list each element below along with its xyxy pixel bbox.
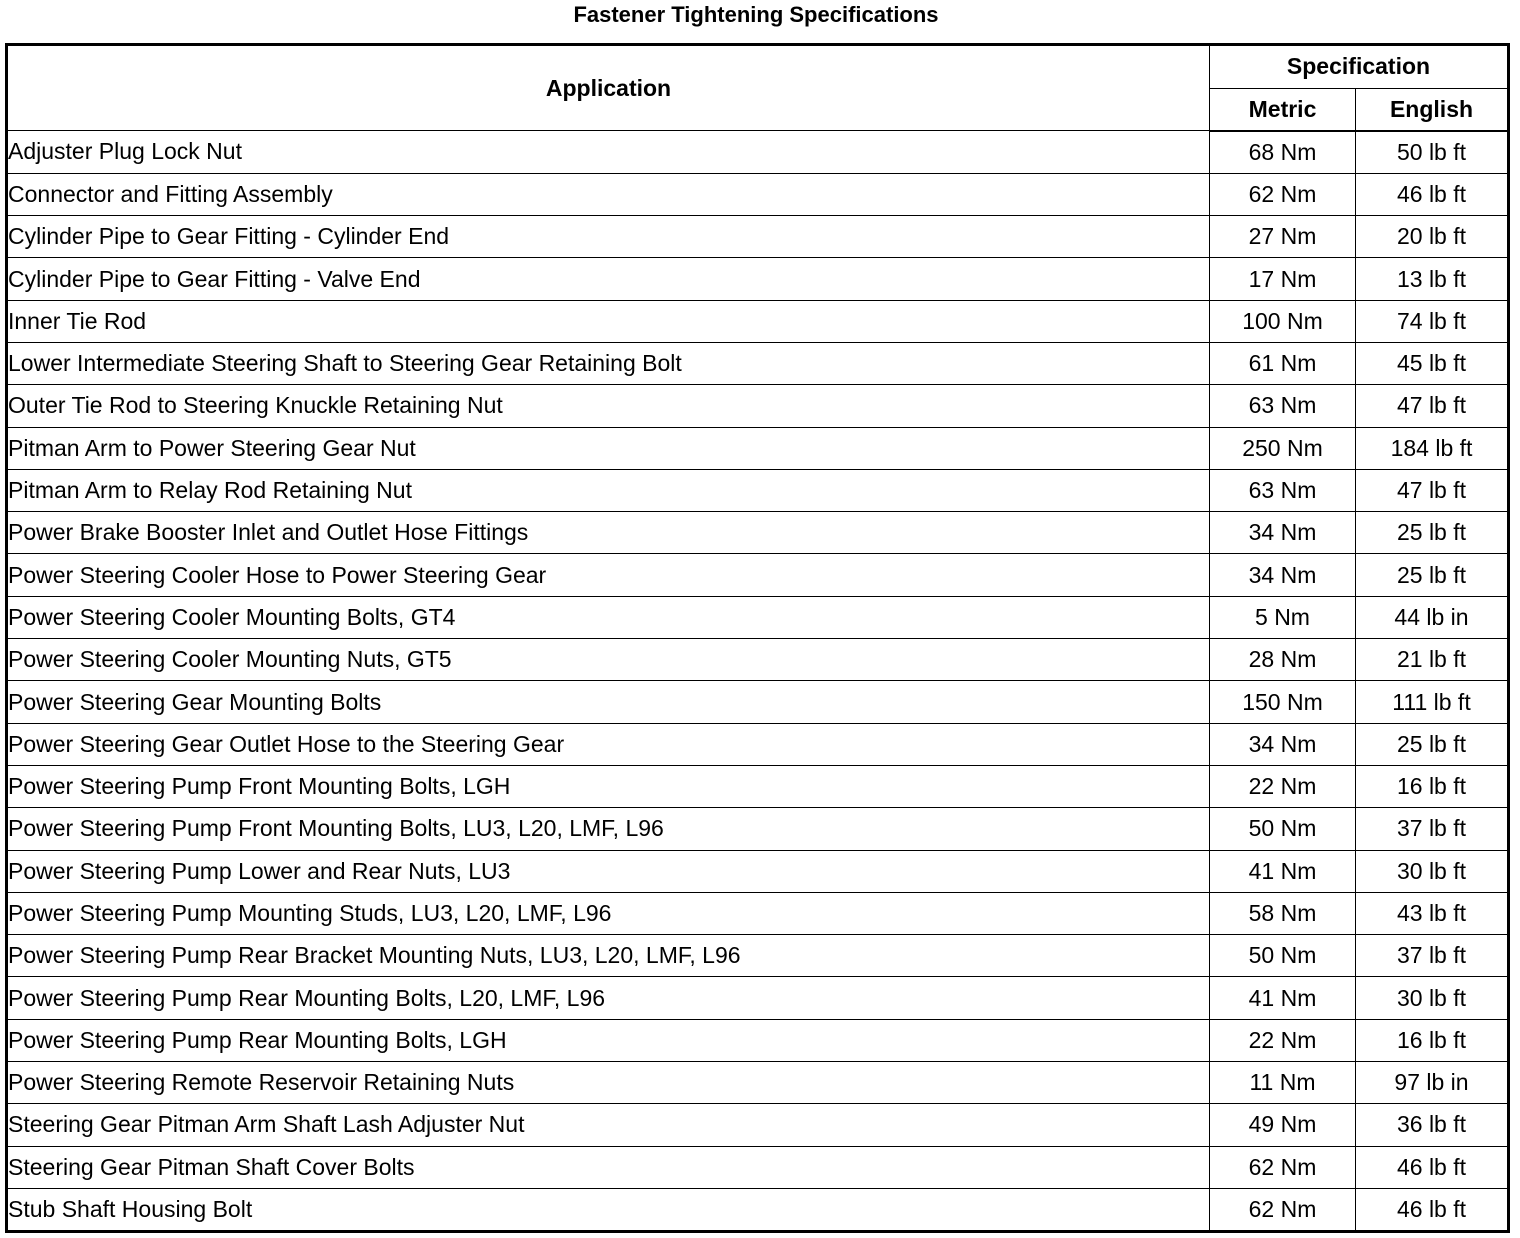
metric-cell: 34 Nm <box>1210 512 1356 554</box>
english-cell: 25 lb ft <box>1356 723 1509 765</box>
table-header <box>7 45 1509 131</box>
metric-cell: 41 Nm <box>1210 977 1356 1019</box>
english-cell: 47 lb ft <box>1356 469 1509 511</box>
metric-cell: 50 Nm <box>1210 808 1356 850</box>
english-cell: 46 lb ft <box>1356 1146 1509 1188</box>
table-row <box>7 892 1509 934</box>
metric-cell: 63 Nm <box>1210 385 1356 427</box>
table-row <box>7 723 1509 765</box>
metric-cell: 50 Nm <box>1210 935 1356 977</box>
table-row <box>7 1104 1509 1146</box>
metric-cell: 61 Nm <box>1210 342 1356 384</box>
header-application: Application <box>7 45 1210 131</box>
table-row <box>7 469 1509 511</box>
table-row <box>7 765 1509 807</box>
english-cell: 46 lb ft <box>1356 1188 1509 1231</box>
header-english: English <box>1356 88 1509 130</box>
table-row <box>7 216 1509 258</box>
english-cell: 45 lb ft <box>1356 342 1509 384</box>
application-cell: Pitman Arm to Power Steering Gear Nut <box>7 427 1210 469</box>
english-cell: 16 lb ft <box>1356 1019 1509 1061</box>
metric-cell: 34 Nm <box>1210 723 1356 765</box>
specification-table <box>5 43 1510 1233</box>
metric-cell: 49 Nm <box>1210 1104 1356 1146</box>
english-cell: 30 lb ft <box>1356 977 1509 1019</box>
application-cell: Steering Gear Pitman Shaft Cover Bolts <box>7 1146 1210 1188</box>
table-row <box>7 131 1509 174</box>
english-cell: 47 lb ft <box>1356 385 1509 427</box>
metric-cell: 62 Nm <box>1210 173 1356 215</box>
table-row <box>7 935 1509 977</box>
english-cell: 46 lb ft <box>1356 173 1509 215</box>
table-row <box>7 1019 1509 1061</box>
application-cell: Power Steering Cooler Hose to Power Steering Gear <box>7 554 1210 596</box>
table-row <box>7 427 1509 469</box>
english-cell: 25 lb ft <box>1356 554 1509 596</box>
application-cell: Cylinder Pipe to Gear Fitting - Cylinder End <box>7 216 1210 258</box>
metric-cell: 68 Nm <box>1210 131 1356 174</box>
english-cell: 30 lb ft <box>1356 850 1509 892</box>
english-cell: 111 lb ft <box>1356 681 1509 723</box>
application-cell: Power Steering Pump Rear Mounting Bolts, LGH <box>7 1019 1210 1061</box>
application-cell: Power Steering Remote Reservoir Retaining Nuts <box>7 1062 1210 1104</box>
metric-cell: 250 Nm <box>1210 427 1356 469</box>
table-row <box>7 512 1509 554</box>
table-row <box>7 385 1509 427</box>
table-row <box>7 808 1509 850</box>
application-cell: Power Steering Pump Lower and Rear Nuts, LU3 <box>7 850 1210 892</box>
english-cell: 21 lb ft <box>1356 639 1509 681</box>
metric-cell: 22 Nm <box>1210 1019 1356 1061</box>
application-cell: Adjuster Plug Lock Nut <box>7 131 1210 174</box>
application-cell: Steering Gear Pitman Arm Shaft Lash Adjuster Nut <box>7 1104 1210 1146</box>
application-cell: Inner Tie Rod <box>7 300 1210 342</box>
table-row <box>7 554 1509 596</box>
table-row <box>7 1188 1509 1231</box>
metric-cell: 27 Nm <box>1210 216 1356 258</box>
application-cell: Power Brake Booster Inlet and Outlet Hose Fittings <box>7 512 1210 554</box>
metric-cell: 41 Nm <box>1210 850 1356 892</box>
metric-cell: 5 Nm <box>1210 596 1356 638</box>
application-cell: Power Steering Pump Rear Mounting Bolts, L20, LMF, L96 <box>7 977 1210 1019</box>
metric-cell: 58 Nm <box>1210 892 1356 934</box>
table-row <box>7 258 1509 300</box>
english-cell: 36 lb ft <box>1356 1104 1509 1146</box>
header-specification: Specification <box>1210 45 1509 89</box>
english-cell: 16 lb ft <box>1356 765 1509 807</box>
metric-cell: 22 Nm <box>1210 765 1356 807</box>
english-cell: 37 lb ft <box>1356 808 1509 850</box>
english-cell: 20 lb ft <box>1356 216 1509 258</box>
application-cell: Power Steering Cooler Mounting Nuts, GT5 <box>7 639 1210 681</box>
metric-cell: 11 Nm <box>1210 1062 1356 1104</box>
table-row <box>7 850 1509 892</box>
english-cell: 97 lb in <box>1356 1062 1509 1104</box>
metric-cell: 63 Nm <box>1210 469 1356 511</box>
application-cell: Pitman Arm to Relay Rod Retaining Nut <box>7 469 1210 511</box>
metric-cell: 62 Nm <box>1210 1188 1356 1231</box>
english-cell: 37 lb ft <box>1356 935 1509 977</box>
table-row <box>7 173 1509 215</box>
application-cell: Stub Shaft Housing Bolt <box>7 1188 1210 1231</box>
english-cell: 74 lb ft <box>1356 300 1509 342</box>
table-row <box>7 1062 1509 1104</box>
header-metric: Metric <box>1210 88 1356 130</box>
english-cell: 25 lb ft <box>1356 512 1509 554</box>
table-body <box>7 131 1509 1232</box>
table-row <box>7 1146 1509 1188</box>
application-cell: Power Steering Gear Mounting Bolts <box>7 681 1210 723</box>
english-cell: 43 lb ft <box>1356 892 1509 934</box>
application-cell: Connector and Fitting Assembly <box>7 173 1210 215</box>
table-row <box>7 681 1509 723</box>
table-row <box>7 342 1509 384</box>
metric-cell: 17 Nm <box>1210 258 1356 300</box>
metric-cell: 150 Nm <box>1210 681 1356 723</box>
metric-cell: 34 Nm <box>1210 554 1356 596</box>
application-cell: Cylinder Pipe to Gear Fitting - Valve End <box>7 258 1210 300</box>
page-title: Fastener Tightening Specifications <box>573 2 939 27</box>
english-cell: 184 lb ft <box>1356 427 1509 469</box>
table-row <box>7 639 1509 681</box>
table-row <box>7 977 1509 1019</box>
application-cell: Power Steering Pump Mounting Studs, LU3, L20, LMF, L96 <box>7 892 1210 934</box>
application-cell: Power Steering Pump Front Mounting Bolts, LU3, L20, LMF, L96 <box>7 808 1210 850</box>
metric-cell: 28 Nm <box>1210 639 1356 681</box>
application-cell: Power Steering Cooler Mounting Bolts, GT4 <box>7 596 1210 638</box>
table-row <box>7 300 1509 342</box>
english-cell: 44 lb in <box>1356 596 1509 638</box>
application-cell: Lower Intermediate Steering Shaft to Steering Gear Retaining Bolt <box>7 342 1210 384</box>
metric-cell: 62 Nm <box>1210 1146 1356 1188</box>
application-cell: Outer Tie Rod to Steering Knuckle Retaining Nut <box>7 385 1210 427</box>
header-row-top <box>7 45 1509 89</box>
application-cell: Power Steering Gear Outlet Hose to the Steering Gear <box>7 723 1210 765</box>
english-cell: 50 lb ft <box>1356 131 1509 174</box>
table-row <box>7 596 1509 638</box>
metric-cell: 100 Nm <box>1210 300 1356 342</box>
application-cell: Power Steering Pump Rear Bracket Mounting Nuts, LU3, L20, LMF, L96 <box>7 935 1210 977</box>
application-cell: Power Steering Pump Front Mounting Bolts, LGH <box>7 765 1210 807</box>
english-cell: 13 lb ft <box>1356 258 1509 300</box>
